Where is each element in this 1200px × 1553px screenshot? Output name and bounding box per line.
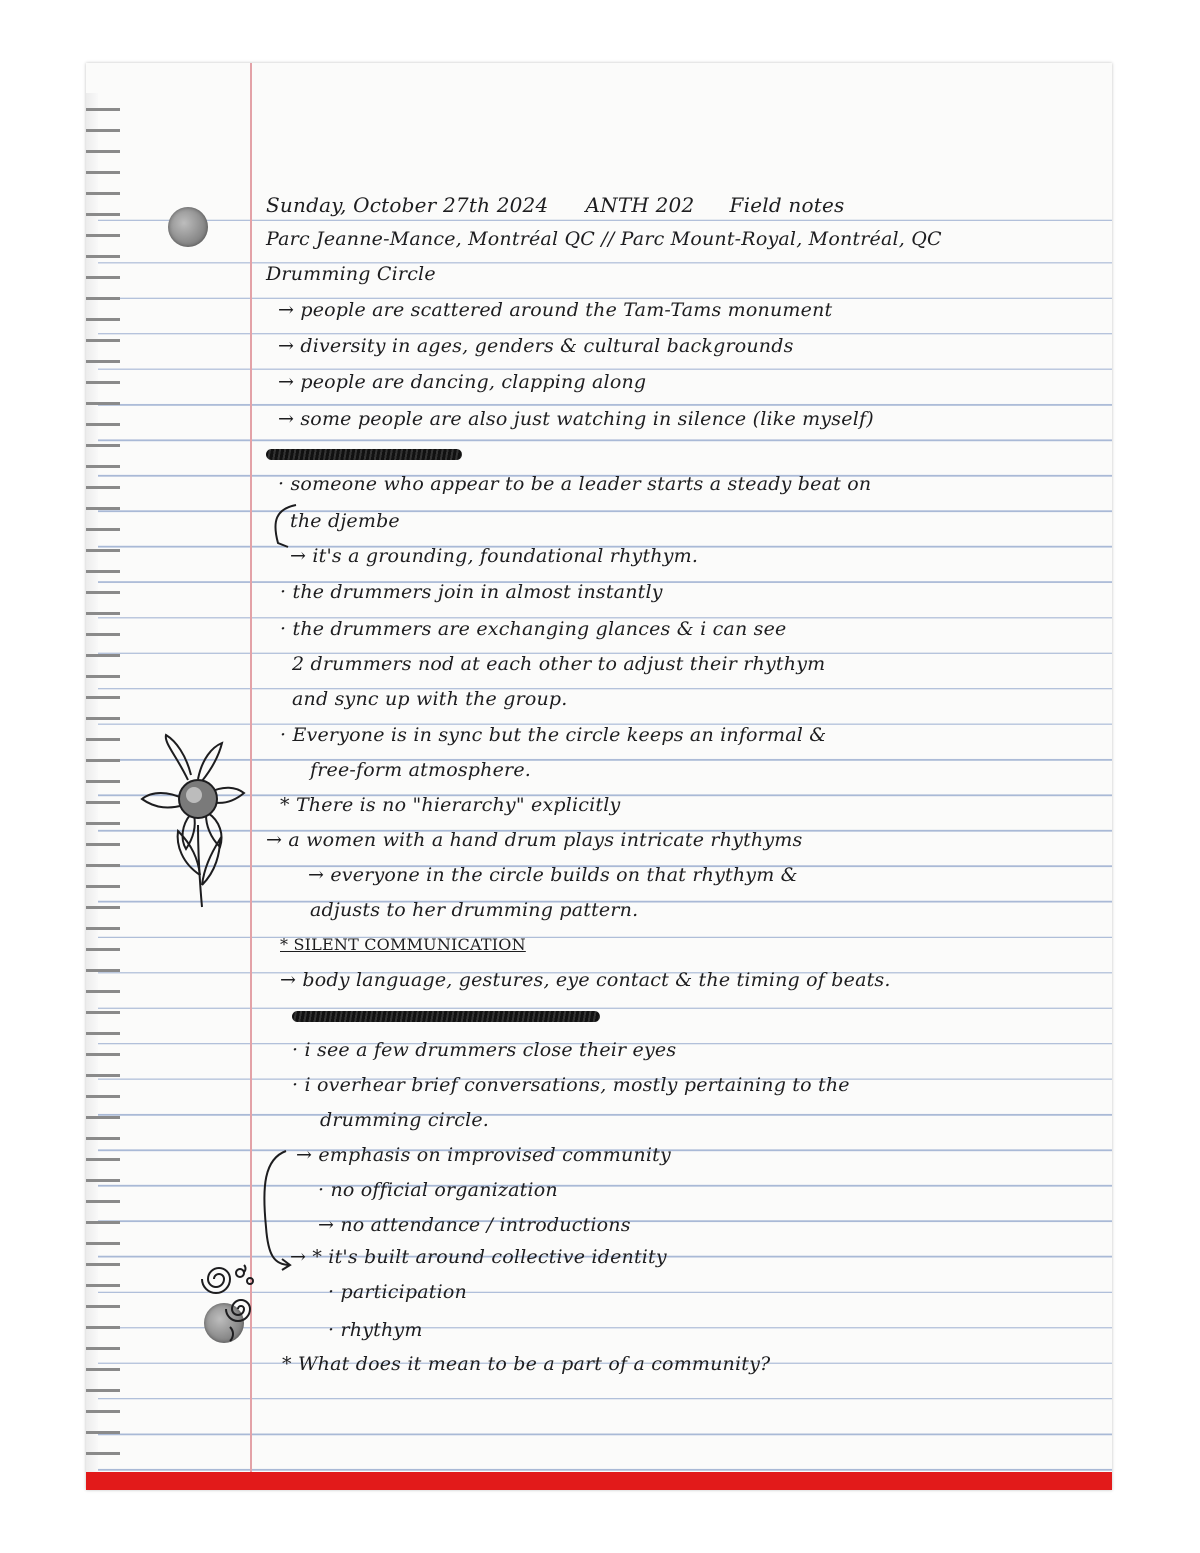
note-line: * There is no "hierarchy" explicitly <box>280 794 621 816</box>
spiral-binding <box>86 93 120 1490</box>
note-line: · Everyone is in sync but the circle keeps an informal & <box>280 724 827 746</box>
note-line: free-form atmosphere. <box>310 759 532 781</box>
notebook-page <box>86 63 1112 1490</box>
note-line: · someone who appear to be a leader starts a steady beat on <box>278 473 872 495</box>
note-line: → body language, gestures, eye contact & the timing of beats. <box>280 969 891 991</box>
bracket-arrow-icon <box>256 1147 296 1272</box>
note-line: · i see a few drummers close their eyes <box>292 1039 677 1061</box>
note-header <box>266 193 844 217</box>
note-line: 2 drummers nod at each other to adjust their rhythym <box>292 653 826 675</box>
note-line: and sync up with the group. <box>292 688 568 710</box>
scribbled-out-text <box>266 449 462 460</box>
note-line: the djembe <box>290 510 400 532</box>
note-line: adjusts to her drumming pattern. <box>310 899 639 921</box>
flower-doodle-icon <box>136 725 251 910</box>
punch-hole-top <box>168 207 208 247</box>
page-header-area <box>86 63 1112 213</box>
note-date: Sunday, October 27th 2024 <box>266 193 549 217</box>
note-type: Field notes <box>729 193 845 217</box>
note-line: · the drummers are exchanging glances & i can see <box>280 618 787 640</box>
note-title: Drumming Circle <box>266 263 436 285</box>
note-line: → * it's built around collective identity <box>290 1246 667 1268</box>
note-line: → emphasis on improvised community <box>296 1144 671 1166</box>
note-line: → no attendance / introductions <box>318 1214 631 1236</box>
note-line: → everyone in the circle builds on that rhythym & <box>308 864 798 886</box>
note-line: → some people are also just watching in silence (like myself) <box>278 408 874 430</box>
note-line: → it's a grounding, foundational rhythym. <box>290 545 699 567</box>
note-line: → a women with a hand drum plays intricate rhythyms <box>266 829 803 851</box>
note-line: · i overhear brief conversations, mostly pertaining to the <box>292 1074 850 1096</box>
note-line: drumming circle. <box>320 1109 490 1131</box>
bracket-arrow-icon <box>270 503 300 553</box>
note-heading: * SILENT COMMUNICATION <box>280 935 526 954</box>
note-line: * What does it mean to be a part of a community? <box>282 1353 771 1375</box>
cover-edge <box>86 1472 1112 1490</box>
note-line: · rhythym <box>328 1319 423 1341</box>
swirl-doodle-icon <box>194 1259 264 1349</box>
note-location: Parc Jeanne-Mance, Montréal QC // Parc Mount-Royal, Montréal, QC <box>266 228 942 250</box>
scribbled-out-text <box>292 1011 600 1022</box>
note-line: · no official organization <box>318 1179 558 1201</box>
note-line: · the drummers join in almost instantly <box>280 581 663 603</box>
note-course: ANTH 202 <box>585 193 695 217</box>
note-line: → people are scattered around the Tam-Tams monument <box>278 299 833 321</box>
note-line: · participation <box>328 1281 467 1303</box>
note-line: → people are dancing, clapping along <box>278 371 647 393</box>
note-line: → diversity in ages, genders & cultural backgrounds <box>278 335 794 357</box>
